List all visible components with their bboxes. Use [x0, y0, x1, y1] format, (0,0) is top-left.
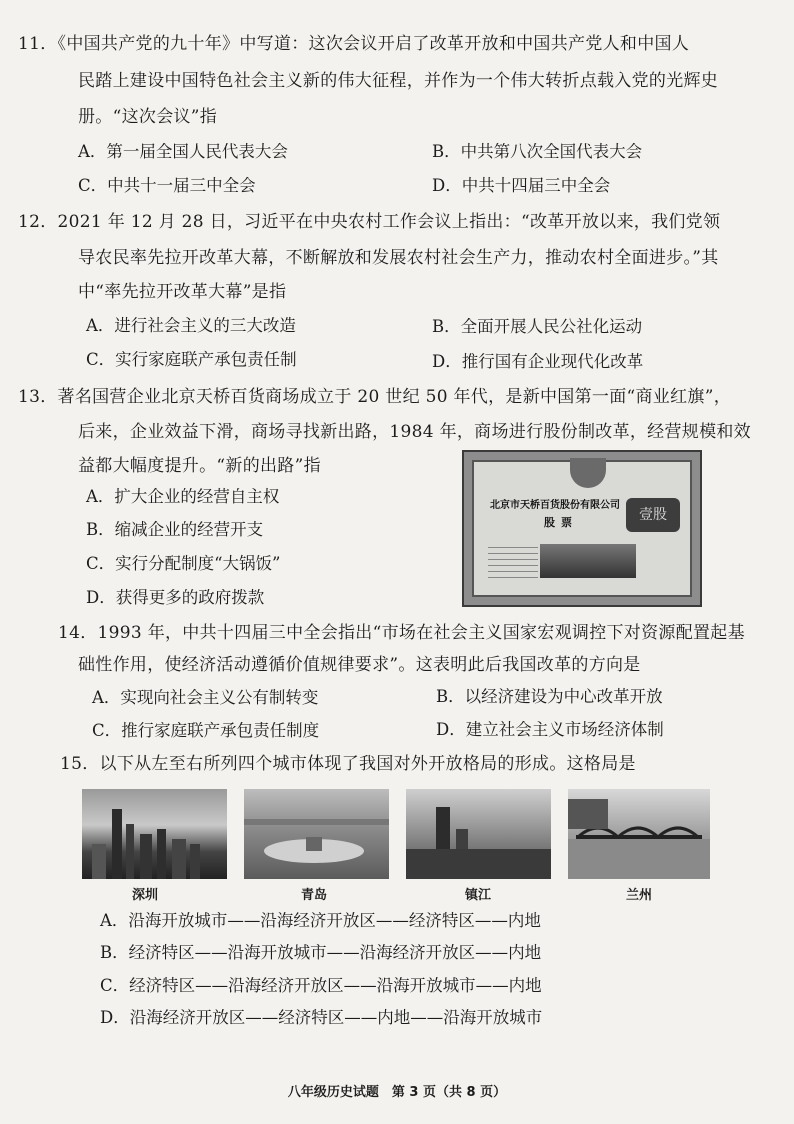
q13-option-d[interactable]: D．获得更多的政府拨款 [86, 588, 265, 607]
q13-stem-line2: 后来，企业效益下滑，商场寻找新出路，1984 年，商场进行股份制改革，经营规模和效 [78, 422, 751, 442]
lanzhou-photo [568, 789, 710, 879]
q11-stem-line3: 册。“这次会议”指 [78, 107, 218, 127]
caption-shenzhen: 深圳 [132, 888, 159, 903]
q15-option-d[interactable]: D．沿海经济开放区——经济特区——内地——沿海开放城市 [100, 1008, 543, 1027]
q14-option-c[interactable]: C．推行家庭联产承包责任制度 [92, 721, 320, 740]
stock-certificate-image [462, 450, 702, 607]
page-footer: 八年级历史试题 第 3 页（共 8 页） [287, 1085, 507, 1100]
zhenjiang-photo [406, 789, 551, 879]
q12-stem-line1: 12．2021 年 12 月 28 日，习近平在中央农村工作会议上指出：“改革开放以来，我们党领 [18, 212, 721, 232]
stock-certificate-text-lines [488, 542, 538, 582]
q15-stem-line1: 15．以下从左至右所列四个城市体现了我国对外开放格局的形成。这格局是 [60, 754, 636, 774]
q13-option-b[interactable]: B．缩减企业的经营开支 [86, 520, 264, 539]
q14-stem-line1: 14．1993 年，中共十四届三中全会指出“市场在社会主义国家宏观调控下对资源配置起基 [58, 623, 745, 643]
q13-option-c[interactable]: C．实行分配制度“大锅饭” [86, 554, 281, 573]
stock-certificate-title: 北京市天桥百货股份有限公司 [490, 500, 620, 511]
q13-option-a[interactable]: A．扩大企业的经营自主权 [86, 487, 280, 506]
q11-option-c[interactable]: C．中共十一届三中全会 [78, 176, 256, 195]
q11-stem-line2: 民踏上建设中国特色社会主义新的伟大征程，并作为一个伟大转折点载入党的光辉史 [78, 71, 719, 91]
q11-option-d[interactable]: D．中共十四届三中全会 [432, 176, 611, 195]
q11-option-a[interactable]: A．第一届全国人民代表大会 [78, 142, 288, 161]
q14-option-b[interactable]: B．以经济建设为中心改革开放 [436, 687, 663, 706]
q15-option-c[interactable]: C．经济特区——沿海经济开放区——沿海开放城市——内地 [100, 976, 542, 995]
q14-option-d[interactable]: D．建立社会主义市场经济体制 [436, 720, 664, 739]
q12-option-d[interactable]: D．推行国有企业现代化改革 [432, 352, 644, 371]
stock-certificate-seal: 壹股 [626, 498, 680, 532]
q12-stem-line3: 中“率先拉开改革大幕”是指 [78, 282, 287, 302]
q11-option-b[interactable]: B．中共第八次全国代表大会 [432, 142, 643, 161]
q12-option-b[interactable]: B．全面开展人民公社化运动 [432, 317, 643, 336]
qingdao-photo [244, 789, 389, 879]
stock-crest-emblem [570, 458, 606, 488]
q12-option-c[interactable]: C．实行家庭联产承包责任制 [86, 350, 297, 369]
caption-zhenjiang: 镇江 [465, 888, 492, 903]
caption-lanzhou: 兰州 [626, 888, 653, 903]
q12-option-a[interactable]: A．进行社会主义的三大改造 [86, 316, 296, 335]
stock-certificate-frame [472, 460, 692, 597]
q14-option-a[interactable]: A．实现向社会主义公有制转变 [92, 688, 319, 707]
q13-stem-line3: 益都大幅度提升。“新的出路”指 [78, 456, 321, 476]
stock-certificate-subtitle: 股票 [544, 516, 578, 529]
stock-certificate-building-illustration [540, 544, 636, 578]
q15-option-b[interactable]: B．经济特区——沿海开放城市——沿海经济开放区——内地 [100, 943, 542, 962]
q11-stem-line1: 11．《中国共产党的九十年》中写道：这次会议开启了改革开放和中国共产党人和中国人 [18, 34, 690, 54]
shenzhen-photo [82, 789, 227, 879]
caption-qingdao: 青岛 [301, 888, 328, 903]
q13-stem-line1: 13．著名国营企业北京天桥百货商场成立于 20 世纪 50 年代，是新中国第一面“商业红旗”， [18, 387, 731, 407]
q12-stem-line2: 导农民率先拉开改革大幕，不断解放和发展农村社会生产力，推动农村全面进步。”其 [78, 248, 719, 268]
q15-option-a[interactable]: A．沿海开放城市——沿海经济开放区——经济特区——内地 [100, 911, 541, 930]
q14-stem-line2: 础性作用，使经济活动遵循价值规律要求”。这表明此后我国改革的方向是 [78, 655, 641, 675]
